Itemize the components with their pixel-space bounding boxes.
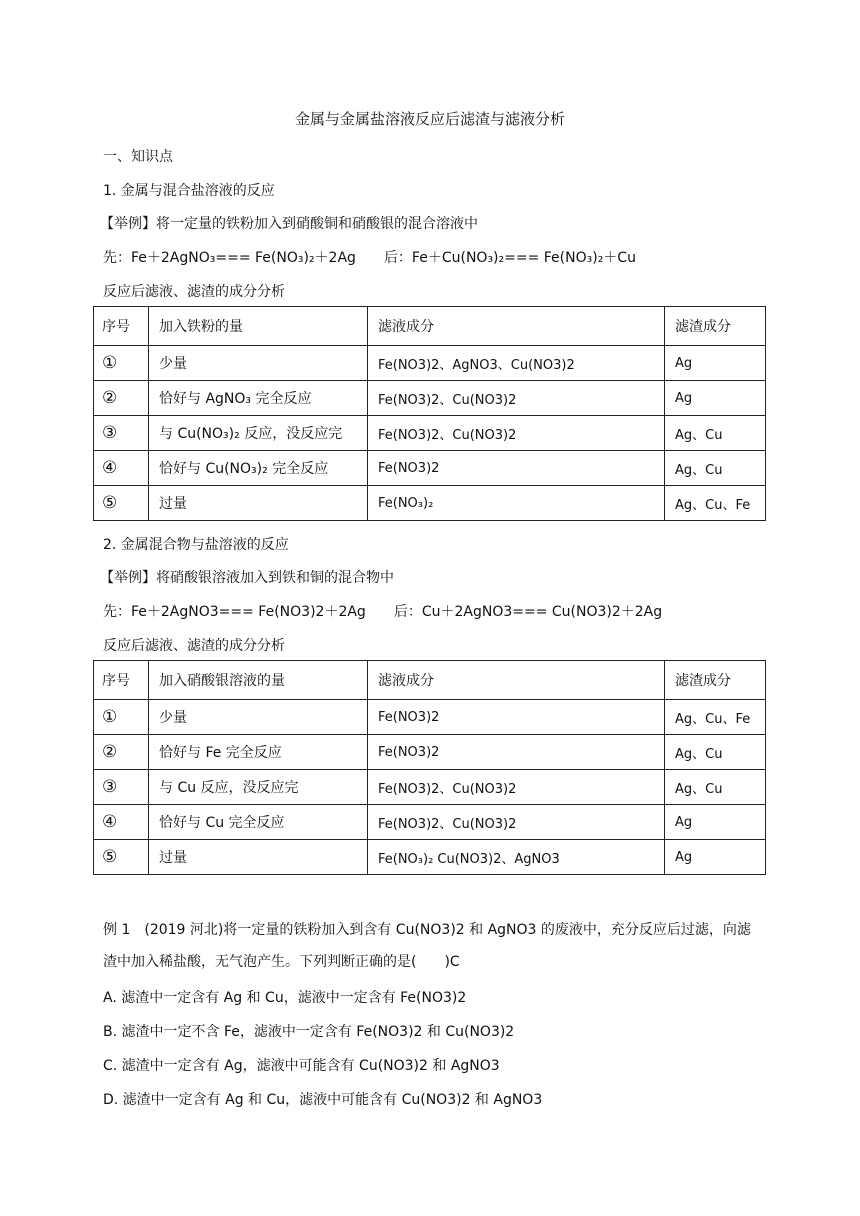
residue-cell: Ag、Cu xyxy=(665,735,766,770)
amount-cell: 恰好与 Cu 完全反应 xyxy=(149,805,368,840)
analysis-heading-2: 反应后滤液、滤渣的成分分析 xyxy=(103,638,285,654)
row-number: ③ xyxy=(94,770,149,805)
row-number: ④ xyxy=(94,805,149,840)
table-1-header-row xyxy=(94,307,766,346)
residue-cell: Ag xyxy=(665,840,766,875)
table-2-header-row xyxy=(94,661,766,700)
row-number: ③ xyxy=(94,416,149,451)
equation-row-2 xyxy=(103,601,662,621)
filtrate-cell: Fe(NO3)2 xyxy=(368,451,665,486)
row-number: ⑤ xyxy=(94,486,149,521)
residue-cell: Ag、Cu xyxy=(665,451,766,486)
residue-cell: Ag xyxy=(665,346,766,381)
document-title: 金属与金属盐溶液反应后滤渣与滤液分析 xyxy=(294,110,565,128)
table-header-cell: 序号 xyxy=(94,307,149,346)
option-d: D. 滤渣中一定含有 Ag 和 Cu，滤液中可能含有 Cu(NO3)2 和 AgNO3 xyxy=(103,1092,543,1108)
amount-cell: 与 Cu(NO₃)₂ 反应，没反应完 xyxy=(149,416,368,451)
table-row xyxy=(94,700,766,735)
table-row xyxy=(94,381,766,416)
table-row xyxy=(94,346,766,381)
example-2-text: 【举例】将硝酸银溶液加入到铁和铜的混合物中 xyxy=(100,570,394,586)
table-row xyxy=(94,416,766,451)
row-number: ④ xyxy=(94,451,149,486)
row-number: ⑤ xyxy=(94,840,149,875)
question-1 xyxy=(103,914,763,1117)
question-stem-line-2: 渣中加入稀盐酸，无气泡产生。下列判断正确的是( )C xyxy=(103,954,460,970)
equation-row-1 xyxy=(103,247,636,267)
table-header-cell: 滤液成分 xyxy=(368,307,665,346)
filtrate-cell: Fe(NO3)2 xyxy=(368,735,665,770)
residue-cell: Ag xyxy=(665,381,766,416)
row-number: ② xyxy=(94,735,149,770)
option-a: A. 滤渣中一定含有 Ag 和 Cu，滤液中一定含有 Fe(NO3)2 xyxy=(103,990,467,1006)
table-header-cell: 加入铁粉的量 xyxy=(149,307,368,346)
row-number: ① xyxy=(94,700,149,735)
equation-1-after: 后：Fe＋Cu(NO₃)₂=== Fe(NO₃)₂＋Cu xyxy=(383,250,636,266)
filtrate-cell: Fe(NO₃)₂ Cu(NO3)2、AgNO3 xyxy=(368,840,665,875)
amount-cell: 恰好与 Cu(NO₃)₂ 完全反应 xyxy=(149,451,368,486)
filtrate-cell: Fe(NO3)2、AgNO3、Cu(NO3)2 xyxy=(368,346,665,381)
table-header-cell: 滤渣成分 xyxy=(665,307,766,346)
amount-cell: 少量 xyxy=(149,346,368,381)
table-header-cell: 滤渣成分 xyxy=(665,661,766,700)
filtrate-cell: Fe(NO₃)₂ xyxy=(368,486,665,521)
filtrate-cell: Fe(NO3)2、Cu(NO3)2 xyxy=(368,416,665,451)
question-stem-line-1: 例 1 (2019 河北)将一定量的铁粉加入到含有 Cu(NO3)2 和 AgNO3 的废液中，充分反应后过滤，向滤 xyxy=(103,922,751,938)
amount-cell: 与 Cu 反应，没反应完 xyxy=(149,770,368,805)
filtrate-cell: Fe(NO3)2 xyxy=(368,700,665,735)
subsection-heading-1: 1. 金属与混合盐溶液的反应 xyxy=(103,183,275,199)
table-header-cell: 加入硝酸银溶液的量 xyxy=(149,661,368,700)
table-1 xyxy=(93,306,766,521)
amount-cell: 过量 xyxy=(149,840,368,875)
subsection-heading-2: 2. 金属混合物与盐溶液的反应 xyxy=(103,537,289,553)
table-2 xyxy=(93,660,766,875)
residue-cell: Ag、Cu、Fe xyxy=(665,486,766,521)
analysis-heading-1: 反应后滤液、滤渣的成分分析 xyxy=(103,284,285,300)
table-header-cell: 滤液成分 xyxy=(368,661,665,700)
residue-cell: Ag xyxy=(665,805,766,840)
row-number: ② xyxy=(94,381,149,416)
filtrate-cell: Fe(NO3)2、Cu(NO3)2 xyxy=(368,770,665,805)
option-c: C. 滤渣中一定含有 Ag，滤液中可能含有 Cu(NO3)2 和 AgNO3 xyxy=(103,1058,500,1074)
residue-cell: Ag、Cu、Fe xyxy=(665,700,766,735)
equation-2-after: 后：Cu＋2AgNO3=== Cu(NO3)2＋2Ag xyxy=(393,604,663,620)
table-row xyxy=(94,840,766,875)
amount-cell: 少量 xyxy=(149,700,368,735)
residue-cell: Ag、Cu xyxy=(665,416,766,451)
section-heading-knowledge: 一、知识点 xyxy=(103,149,173,165)
amount-cell: 恰好与 Fe 完全反应 xyxy=(149,735,368,770)
amount-cell: 过量 xyxy=(149,486,368,521)
residue-cell: Ag、Cu xyxy=(665,770,766,805)
table-row xyxy=(94,770,766,805)
table-row xyxy=(94,486,766,521)
amount-cell: 恰好与 AgNO₃ 完全反应 xyxy=(149,381,368,416)
table-header-cell: 序号 xyxy=(94,661,149,700)
option-b: B. 滤渣中一定不含 Fe，滤液中一定含有 Fe(NO3)2 和 Cu(NO3)2 xyxy=(103,1024,515,1040)
table-row xyxy=(94,735,766,770)
table-row xyxy=(94,805,766,840)
filtrate-cell: Fe(NO3)2、Cu(NO3)2 xyxy=(368,381,665,416)
equation-2-first: 先：Fe＋2AgNO3=== Fe(NO3)2＋2Ag xyxy=(103,604,366,620)
equation-1-first: 先：Fe＋2AgNO₃=== Fe(NO₃)₂＋2Ag xyxy=(103,250,356,266)
table-row xyxy=(94,451,766,486)
filtrate-cell: Fe(NO3)2、Cu(NO3)2 xyxy=(368,805,665,840)
row-number: ① xyxy=(94,346,149,381)
example-1-text: 【举例】将一定量的铁粉加入到硝酸铜和硝酸银的混合溶液中 xyxy=(100,216,478,232)
